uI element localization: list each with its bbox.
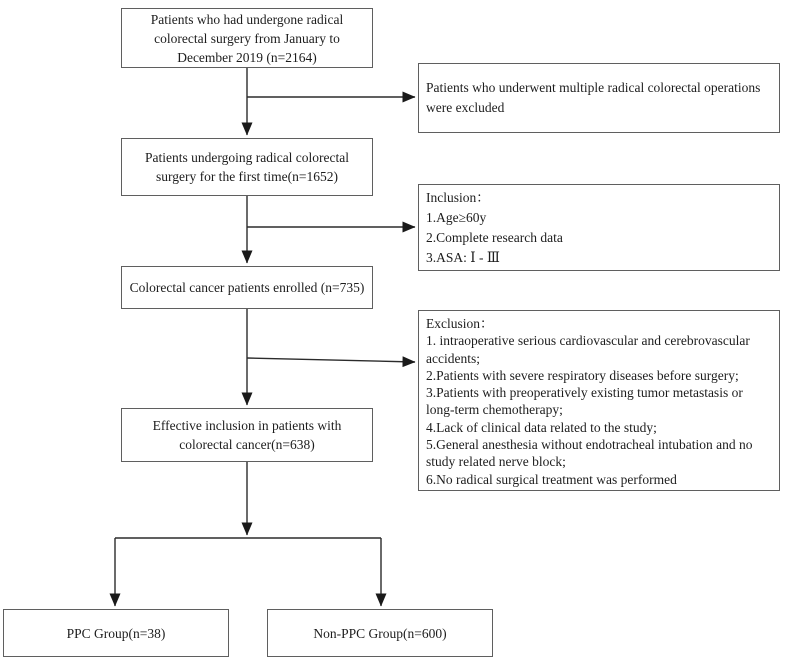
- box-effective-inclusion: [121, 408, 373, 462]
- arrow-branch-exclusion: [247, 358, 415, 362]
- box-non-ppc-group: [267, 609, 493, 657]
- inclusion-item: 3.ASA: Ⅰ - Ⅲ: [426, 249, 500, 265]
- exclusion-item: 5.General anesthesia without endotracheal intubation and no study related nerve block;: [426, 437, 753, 470]
- exclusion-item: 6.No radical surgical treatment was performed: [426, 471, 677, 487]
- exclusion-item: 2.Patients with severe respiratory diseases before surgery;: [426, 367, 739, 383]
- exclusion-item: 3.Patients with preoperatively existing tumor metastasis or long-term chemotherapy;: [426, 385, 743, 418]
- inclusion-item: 2.Complete research data: [426, 229, 563, 245]
- box-initial-patients: [121, 8, 373, 68]
- box-patients-enrolled: [121, 266, 373, 309]
- box-initial-patients-text: Patients who had undergone radical colorectal surgery from January to December 2019 (n=2164): [150, 11, 344, 65]
- box-non-ppc-group-text: Non-PPC Group(n=600): [313, 625, 447, 641]
- box-first-time-surgery: [121, 138, 373, 196]
- box-first-time-surgery-text: Patients undergoing radical colorectal surgery for the first time(n=1652): [144, 150, 350, 184]
- box-patients-enrolled-text: Colorectal cancer patients enrolled (n=735): [129, 280, 365, 295]
- box-ppc-group-text: PPC Group(n=38): [66, 625, 166, 641]
- exclusion-title: Exclusion：: [426, 316, 494, 331]
- box-excluded-multiple-operations-text: Patients who underwent multiple radical colorectal operations were excluded: [426, 80, 761, 115]
- box-excluded-multiple-operations: [418, 63, 780, 133]
- box-inclusion-criteria: [418, 184, 780, 271]
- exclusion-item: 4.Lack of clinical data related to the study;: [426, 419, 657, 435]
- exclusion-item: 1. intraoperative serious cardiovascular and cerebrovascular accidents;: [426, 333, 750, 366]
- box-exclusion-criteria: [418, 310, 780, 491]
- box-effective-inclusion-text: Effective inclusion in patients with colorectal cancer(n=638): [152, 418, 342, 452]
- box-ppc-group: [3, 609, 229, 657]
- inclusion-item: 1.Age≥60y: [426, 209, 487, 225]
- inclusion-title: Inclusion：: [426, 189, 490, 205]
